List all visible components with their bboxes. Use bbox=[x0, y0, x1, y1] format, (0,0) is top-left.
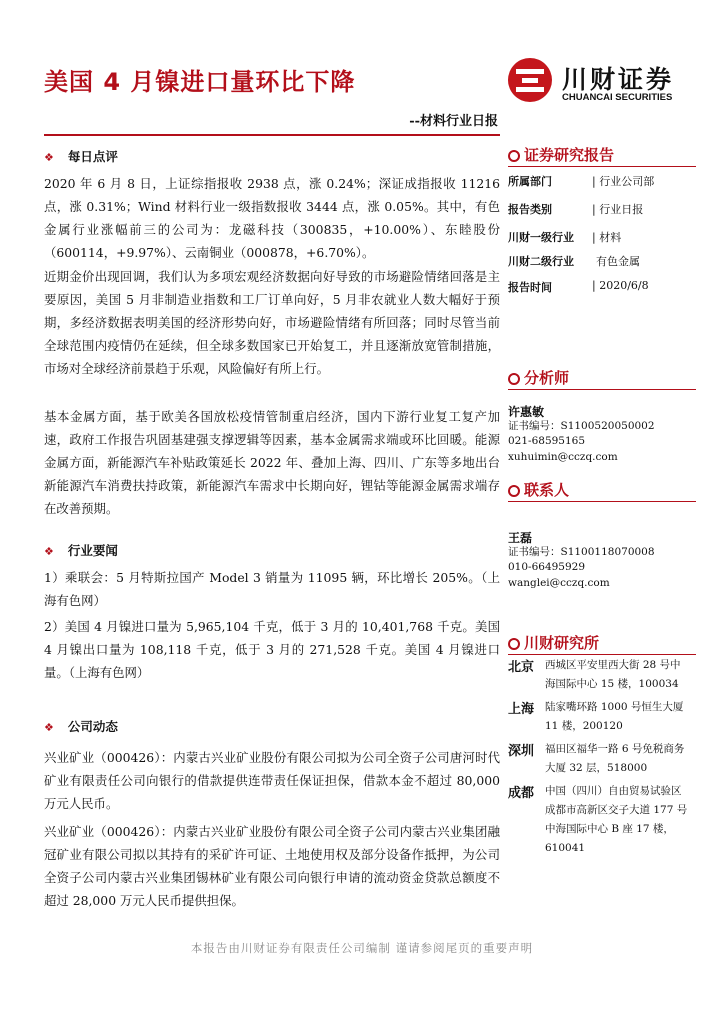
circle-marker-icon bbox=[508, 485, 520, 497]
sidebar-divider bbox=[508, 501, 696, 502]
contact-phone: 010-66495929 bbox=[508, 561, 586, 573]
office-address-shenzhen: 福田区福华一路 6 号免税商务大厦 32 层，518000 bbox=[545, 743, 685, 774]
contact-name: 王磊 bbox=[508, 531, 533, 545]
sidebar-heading-contact: 联系人 bbox=[508, 479, 569, 500]
sidebar-heading-offices: 川财研究所 bbox=[508, 632, 599, 653]
logo-text-en: CHUANCAI SECURITIES bbox=[562, 92, 673, 103]
report-subtitle: --材料行业日报 bbox=[409, 114, 498, 129]
analyst-email[interactable]: xuhuimin@cczq.com bbox=[508, 451, 618, 463]
logo-mark-icon bbox=[508, 58, 552, 102]
diamond-bullet-icon: ❖ bbox=[44, 545, 54, 558]
company-news-2: 兴业矿业（000426）：内蒙古兴业矿业股份有限公司全资子公司内蒙古兴业集团融冠矿业有限公司拟以其持有的采矿许可证、土地使用权及部分设备作抵押，为公司全资子公司内蒙古兴业集团锡林矿业有限公司向银行申请的流动资金贷款总额度不超过 28,000 万元人民币提供担保。 bbox=[44, 824, 500, 908]
sidebar-divider bbox=[508, 166, 696, 167]
circle-marker-icon bbox=[508, 373, 520, 385]
section-heading-company: ❖ 公司动态 bbox=[44, 719, 118, 734]
sidebar-heading-report: 证券研究报告 bbox=[508, 144, 614, 165]
office-address-shanghai: 陆家嘴环路 1000 号恒生大厦 11 楼，200120 bbox=[545, 701, 684, 732]
office-city-shanghai: 上海 bbox=[508, 702, 535, 717]
daily-paragraph-2: 近期金价出现回调，我们认为多项宏观经济数据向好导致的市场避险情绪回落是主要原因，美国 5 月非制造业指数和工厂订单向好，5 月非农就业人数大幅好于预期，多经济数据表明美国的经济形势向好，市场避险情绪有所回落；同时尽管当前全球范围内疫情仍在延续，但全球多数国家已开始复工，并且逐渐放宽管制措施，市场对全球经济前景趋于乐观，风险偏好有所上行。 bbox=[44, 269, 500, 376]
analyst-name: 许惠敏 bbox=[508, 405, 545, 419]
section-heading-daily: ❖ 每日点评 bbox=[44, 149, 118, 164]
diamond-bullet-icon: ❖ bbox=[44, 151, 54, 164]
industry-news-2: 2）美国 4 月镍进口量为 5,965,104 千克，低于 3 月的 10,401,768 千克。美国 4 月镍出口量为 108,118 千克，低于 3 月的 271,528 千克。美国 4 月镍进口量。（上海有色网） bbox=[44, 619, 500, 680]
info-row-level1: 川财一级行业 | 材料 bbox=[508, 231, 622, 244]
section-heading-industry: ❖ 行业要闻 bbox=[44, 543, 118, 558]
info-row-level2: 川财二级行业 有色金属 bbox=[508, 255, 640, 268]
report-title: 美国 4 月镍进口量环比下降 bbox=[44, 68, 356, 96]
office-city-shenzhen: 深圳 bbox=[508, 744, 535, 759]
sidebar-divider bbox=[508, 654, 696, 655]
office-city-beijing: 北京 bbox=[508, 660, 535, 675]
sidebar-divider bbox=[508, 389, 696, 390]
daily-paragraph-3: 基本金属方面，基于欧美各国放松疫情管制重启经济，国内下游行业复工复产加速，政府工作报告巩固基建强支撑逻辑等因素，基本金属需求端或环比回暖。能源金属方面，新能源汽车补贴政策延长 2022 年、叠加上海、四川、广东等多地出台新能源汽车消费扶持政策，新能源汽车需求中长期向好，锂钴等能源金属需求端存在改善预期。 bbox=[44, 409, 500, 516]
analyst-phone: 021-68595165 bbox=[508, 435, 586, 447]
company-logo bbox=[508, 58, 688, 110]
info-row-date: 报告时间 | 2020/6/8 bbox=[508, 279, 649, 294]
info-row-category: 报告类别 | 行业日报 bbox=[508, 203, 644, 216]
office-address-chengdu: 中国（四川）自由贸易试验区成都市高新区交子大道 177 号中海国际中心 B 座 17 楼，610041 bbox=[545, 785, 688, 854]
circle-marker-icon bbox=[508, 638, 520, 650]
company-news-1: 兴业矿业（000426）：内蒙古兴业矿业股份有限公司拟为公司全资子公司唐河时代矿业有限责任公司向银行的借款提供连带责任保证担保，借款本金不超过 80,000 万元人民币。 bbox=[44, 750, 500, 811]
daily-paragraph-1: 2020 年 6 月 8 日，上证综指报收 2938 点，涨 0.24%；深证成指报收 11216 点，涨 0.31%；Wind 材料行业一级指数报收 3444 点，涨 0.05%。其中，有色金属行业涨幅前三的公司为：龙磁科技（300835，+10.00%）、东睦股份（600114，+9.97%）、云南铜业（000878，+6.70%）。 bbox=[44, 176, 500, 260]
logo-text-cn: 川财证券 bbox=[562, 65, 675, 94]
info-row-department: 所属部门 | 行业公司部 bbox=[508, 175, 655, 188]
analyst-cert: 证书编号：S1100520050002 bbox=[508, 420, 655, 432]
contact-email[interactable]: wanglei@cczq.com bbox=[508, 577, 610, 589]
circle-marker-icon bbox=[508, 150, 520, 162]
page-footer: 本报告由川财证券有限责任公司编制 谨请参阅尾页的重要声明 bbox=[190, 941, 534, 955]
industry-news-1: 1）乘联会：5 月特斯拉国产 Model 3 销量为 11095 辆，环比增长 205%。（上海有色网） bbox=[44, 570, 500, 608]
office-address-beijing: 西城区平安里西大街 28 号中海国际中心 15 楼，100034 bbox=[545, 659, 681, 690]
contact-cert: 证书编号：S1100118070008 bbox=[508, 546, 655, 558]
sidebar-heading-analyst: 分析师 bbox=[508, 367, 569, 388]
diamond-bullet-icon: ❖ bbox=[44, 721, 54, 734]
header-divider bbox=[44, 134, 500, 136]
office-city-chengdu: 成都 bbox=[508, 786, 535, 801]
